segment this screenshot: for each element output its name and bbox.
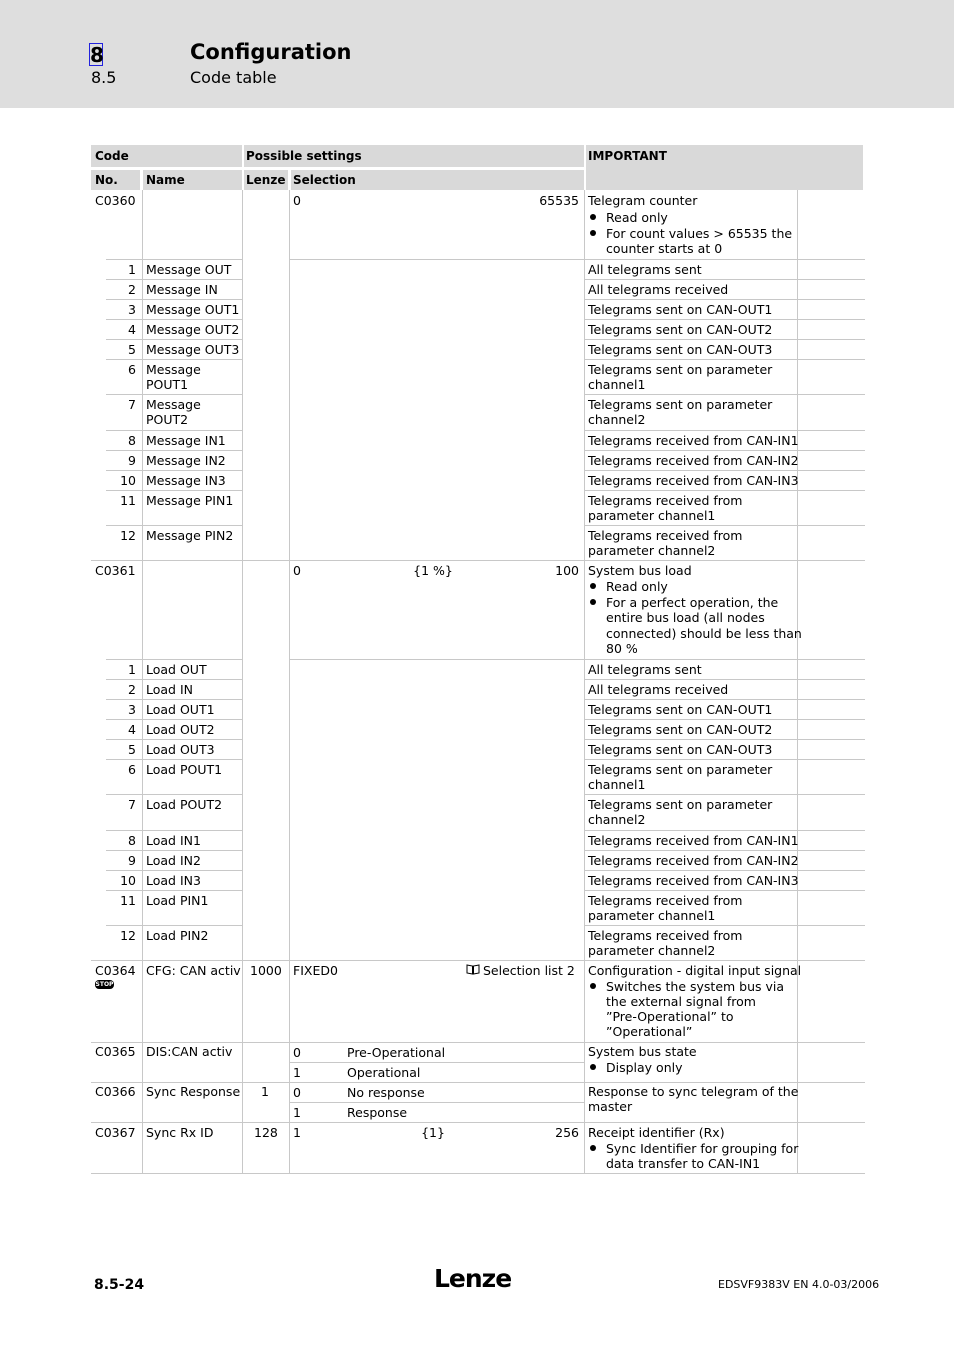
c0364-lenze: 1000 — [250, 963, 282, 978]
row-separator — [143, 679, 242, 680]
row-separator — [143, 794, 242, 795]
c0361-bullet-2-cont2: connected) should be less than — [606, 626, 802, 641]
c0365-opt1-text: Operational — [347, 1065, 421, 1080]
row-separator — [106, 450, 142, 451]
sep-sel-c0360 — [290, 259, 584, 260]
row-separator — [585, 830, 797, 831]
subrow-number: 11 — [120, 893, 136, 908]
row-separator — [798, 450, 865, 451]
row-separator — [143, 830, 242, 831]
row-separator — [143, 259, 242, 260]
subrow-number: 6 — [128, 362, 136, 377]
row-separator — [798, 925, 865, 926]
code-c0366: C0366 — [95, 1084, 136, 1099]
row-separator — [143, 490, 242, 491]
sep-sel-c0366 — [290, 1102, 584, 1103]
row-separator — [585, 430, 797, 431]
subrow-name: Message OUT2 — [146, 322, 240, 337]
subrow-number: 7 — [128, 397, 136, 412]
c0366-opt1-value: 1 — [293, 1105, 301, 1120]
subrow-name: Message IN1 — [146, 433, 226, 448]
subrow-name: POUT1 — [146, 377, 189, 392]
row-separator — [106, 470, 142, 471]
subrow-important: parameter channel2 — [588, 943, 716, 958]
subrow-number: 8 — [128, 833, 136, 848]
subrow-name: Message OUT1 — [146, 302, 240, 317]
c0361-bullet-2: For a perfect operation, the — [606, 595, 779, 610]
bullet-icon — [590, 583, 596, 589]
row-separator — [106, 719, 142, 720]
subrow-important: Telegrams sent on parameter — [588, 762, 773, 777]
vline-important — [584, 190, 585, 1174]
header-settings-label: Possible settings — [246, 149, 362, 163]
sep-c0361 — [91, 560, 865, 561]
row-separator — [798, 394, 865, 395]
c0361-bullet-1: Read only — [606, 579, 668, 594]
subrow-name: Message PIN2 — [146, 528, 234, 543]
c0364-name: CFG: CAN activ — [146, 963, 241, 978]
c0366-opt0-text: No response — [347, 1085, 425, 1100]
subrow-important: Telegrams received from CAN-IN2 — [588, 453, 799, 468]
subrow-important: Telegrams received from CAN-IN2 — [588, 853, 799, 868]
c0365-opt0-value: 0 — [293, 1045, 301, 1060]
bullet-icon — [590, 230, 596, 236]
subrow-important: Telegrams sent on CAN-OUT2 — [588, 722, 773, 737]
subrow-important: All telegrams received — [588, 682, 729, 697]
row-separator — [585, 759, 797, 760]
code-c0365: C0365 — [95, 1044, 136, 1059]
header-selection-label: Selection — [293, 173, 356, 187]
subrow-name: Load IN — [146, 682, 193, 697]
row-separator — [143, 525, 242, 526]
subrow-name: Load IN1 — [146, 833, 201, 848]
subrow-important: Telegrams sent on parameter — [588, 797, 773, 812]
row-separator — [106, 759, 142, 760]
c0361-bullet-2-cont1: entire bus load (all nodes — [606, 610, 765, 625]
row-separator — [585, 299, 797, 300]
row-separator — [585, 450, 797, 451]
code-c0367: C0367 — [95, 1125, 136, 1140]
row-separator — [585, 525, 797, 526]
lenze-logo: Lenze — [434, 1264, 512, 1293]
c0361-bullet-2-cont3: 80 % — [606, 641, 638, 656]
row-separator — [585, 339, 797, 340]
row-separator — [798, 430, 865, 431]
c0361-sel-step: {1 %} — [413, 563, 453, 578]
row-separator — [585, 359, 797, 360]
row-separator — [798, 890, 865, 891]
row-separator — [106, 870, 142, 871]
header-lenze-label: Lenze — [246, 173, 286, 187]
subrow-name: Message OUT3 — [146, 342, 240, 357]
row-separator — [106, 794, 142, 795]
subrow-name: Load IN3 — [146, 873, 201, 888]
row-separator — [143, 339, 242, 340]
row-separator — [106, 850, 142, 851]
subrow-important: parameter channel1 — [588, 508, 716, 523]
section-number: 8.5 — [91, 68, 117, 87]
c0367-bullet-1: Sync Identifier for grouping for — [606, 1141, 799, 1156]
subrow-number: 11 — [120, 493, 136, 508]
stop-badge-icon: STOP — [95, 981, 114, 988]
vline-right — [797, 190, 798, 1174]
row-separator — [798, 850, 865, 851]
vline-selection — [289, 190, 290, 1174]
subrow-number: 7 — [128, 797, 136, 812]
sep-sel-c0365 — [290, 1062, 584, 1063]
subrow-number: 9 — [128, 853, 136, 868]
subrow-important: parameter channel1 — [588, 908, 716, 923]
subrow-important: Telegrams sent on CAN-OUT3 — [588, 742, 773, 757]
row-separator — [143, 470, 242, 471]
c0367-lenze: 128 — [254, 1125, 278, 1140]
bullet-icon — [590, 1145, 596, 1151]
sep-c0365 — [91, 1042, 865, 1043]
subrow-important: parameter channel2 — [588, 543, 716, 558]
subrow-important: channel1 — [588, 777, 646, 792]
subrow-important: Telegrams sent on parameter — [588, 397, 773, 412]
row-separator — [106, 659, 142, 660]
row-separator — [106, 339, 142, 340]
row-separator — [798, 525, 865, 526]
subrow-important: Telegrams sent on CAN-OUT2 — [588, 322, 773, 337]
c0361-sel-max: 100 — [555, 563, 579, 578]
row-separator — [585, 850, 797, 851]
subrow-important: Telegrams sent on CAN-OUT3 — [588, 342, 773, 357]
row-separator — [106, 319, 142, 320]
row-separator — [143, 279, 242, 280]
c0364-bullet-1-cont1: the external signal from — [606, 994, 756, 1009]
row-separator — [585, 259, 797, 260]
c0360-sel-max: 65535 — [539, 193, 579, 208]
c0367-sel-step: {1} — [421, 1125, 445, 1140]
c0364-bullet-1-cont2: ”Pre-Operational” to — [606, 1009, 734, 1024]
c0367-important: Receipt identifier (Rx) — [588, 1125, 725, 1140]
row-separator — [143, 430, 242, 431]
vline-lenze — [242, 190, 243, 1174]
subrow-number: 12 — [120, 528, 136, 543]
subrow-number: 2 — [128, 682, 136, 697]
subrow-important: channel2 — [588, 812, 646, 827]
subrow-number: 10 — [120, 473, 136, 488]
row-separator — [585, 870, 797, 871]
row-separator — [798, 299, 865, 300]
chapter-title: Configuration — [190, 40, 352, 64]
bullet-icon — [590, 983, 596, 989]
c0364-important: Configuration - digital input signal — [588, 963, 802, 978]
row-separator — [585, 679, 797, 680]
section-title: Code table — [190, 68, 277, 87]
header-name-label: Name — [146, 173, 185, 187]
row-separator — [143, 394, 242, 395]
subrow-number: 4 — [128, 322, 136, 337]
row-separator — [106, 925, 142, 926]
row-separator — [143, 759, 242, 760]
row-separator — [585, 394, 797, 395]
header-no-label: No. — [95, 173, 118, 187]
c0364-selection: FIXED0 — [293, 963, 338, 978]
subrow-number: 9 — [128, 453, 136, 468]
subrow-important: Telegrams received from CAN-IN3 — [588, 873, 799, 888]
code-c0360: C0360 — [95, 193, 136, 208]
c0360-bullet-2-cont: counter starts at 0 — [606, 241, 723, 256]
table-bottom — [91, 1173, 865, 1174]
bullet-icon — [590, 599, 596, 605]
book-icon — [466, 963, 480, 978]
header-band — [0, 0, 954, 108]
row-separator — [798, 794, 865, 795]
subrow-number: 4 — [128, 722, 136, 737]
subrow-name: Message IN3 — [146, 473, 226, 488]
row-separator — [106, 430, 142, 431]
subrow-important: channel1 — [588, 377, 646, 392]
subrow-number: 2 — [128, 282, 136, 297]
row-separator — [585, 890, 797, 891]
row-separator — [143, 299, 242, 300]
subrow-name: Load OUT2 — [146, 722, 215, 737]
header-code-label: Code — [95, 149, 129, 163]
subrow-important: Telegrams received from — [588, 893, 743, 908]
row-separator — [585, 470, 797, 471]
c0366-name: Sync Response — [146, 1084, 241, 1099]
row-separator — [106, 890, 142, 891]
row-separator — [585, 925, 797, 926]
subrow-name: Load OUT1 — [146, 702, 215, 717]
c0360-important: Telegram counter — [588, 193, 698, 208]
row-separator — [585, 319, 797, 320]
subrow-name: Load PIN1 — [146, 893, 209, 908]
c0361-sel-min: 0 — [293, 563, 301, 578]
subrow-important: channel2 — [588, 412, 646, 427]
subrow-name: Load IN2 — [146, 853, 201, 868]
subrow-important: Telegrams received from CAN-IN3 — [588, 473, 799, 488]
page-number: 8.5-24 — [94, 1277, 145, 1293]
row-separator — [143, 739, 242, 740]
row-separator — [798, 719, 865, 720]
subrow-important: Telegrams sent on parameter — [588, 362, 773, 377]
c0365-opt0-text: Pre-Operational — [347, 1045, 446, 1060]
c0361-important: System bus load — [588, 563, 692, 578]
c0366-important-2: master — [588, 1099, 633, 1114]
c0364-ref: Selection list 2 — [483, 963, 575, 978]
chapter-number: 8 — [90, 43, 104, 67]
row-separator — [143, 850, 242, 851]
subrow-important: All telegrams sent — [588, 662, 702, 677]
c0365-opt1-value: 1 — [293, 1065, 301, 1080]
row-separator — [106, 359, 142, 360]
subrow-number: 1 — [128, 662, 136, 677]
subrow-number: 5 — [128, 342, 136, 357]
c0366-opt1-text: Response — [347, 1105, 408, 1120]
row-separator — [798, 659, 865, 660]
row-separator — [106, 525, 142, 526]
subrow-name: Load PIN2 — [146, 928, 209, 943]
row-separator — [585, 794, 797, 795]
row-separator — [585, 279, 797, 280]
subrow-number: 3 — [128, 302, 136, 317]
code-c0364: C0364 — [95, 963, 136, 978]
subrow-name: Message IN2 — [146, 453, 226, 468]
row-separator — [585, 490, 797, 491]
c0360-sel-min: 0 — [293, 193, 301, 208]
sep-c0364 — [91, 960, 865, 961]
row-separator — [798, 339, 865, 340]
row-separator — [585, 739, 797, 740]
subrow-name: Message — [146, 362, 201, 377]
row-separator — [106, 394, 142, 395]
c0366-important-1: Response to sync telegram of the — [588, 1084, 799, 1099]
row-separator — [143, 699, 242, 700]
subrow-important: All telegrams sent — [588, 262, 702, 277]
subrow-important: Telegrams received from — [588, 493, 743, 508]
row-separator — [106, 490, 142, 491]
c0360-bullet-2: For count values > 65535 the — [606, 226, 793, 241]
subrow-name: Message OUT — [146, 262, 232, 277]
subrow-important: Telegrams sent on CAN-OUT1 — [588, 302, 773, 317]
bullet-icon — [590, 1064, 596, 1070]
c0367-name: Sync Rx ID — [146, 1125, 214, 1140]
header-important-label: IMPORTANT — [588, 149, 667, 163]
subrow-name: Message — [146, 397, 201, 412]
c0366-lenze: 1 — [261, 1084, 269, 1099]
row-separator — [798, 759, 865, 760]
row-separator — [798, 470, 865, 471]
row-separator — [106, 279, 142, 280]
bullet-icon — [590, 214, 596, 220]
row-separator — [143, 359, 242, 360]
row-separator — [798, 679, 865, 680]
row-separator — [143, 319, 242, 320]
subrow-name: Load POUT2 — [146, 797, 223, 812]
subrow-number: 12 — [120, 928, 136, 943]
subrow-number: 10 — [120, 873, 136, 888]
row-separator — [798, 490, 865, 491]
subrow-name: POUT2 — [146, 412, 189, 427]
row-separator — [106, 699, 142, 700]
subrow-name: Load OUT — [146, 662, 207, 677]
c0365-important: System bus state — [588, 1044, 697, 1059]
subrow-name: Load POUT1 — [146, 762, 223, 777]
row-separator — [585, 699, 797, 700]
subrow-name: Message PIN1 — [146, 493, 234, 508]
code-c0361: C0361 — [95, 563, 136, 578]
subrow-name: Load OUT3 — [146, 742, 215, 757]
document-id: EDSVF9383V EN 4.0-03/2006 — [718, 1278, 880, 1291]
c0366-opt0-value: 0 — [293, 1085, 301, 1100]
c0365-bullet: Display only — [606, 1060, 683, 1075]
row-separator — [585, 719, 797, 720]
subrow-number: 3 — [128, 702, 136, 717]
row-separator — [143, 719, 242, 720]
row-separator — [143, 659, 242, 660]
row-separator — [106, 739, 142, 740]
subrow-important: Telegrams received from — [588, 928, 743, 943]
row-separator — [143, 450, 242, 451]
c0364-bullet-1-cont3: ”Operational” — [606, 1024, 693, 1039]
subrow-number: 1 — [128, 262, 136, 277]
row-separator — [798, 699, 865, 700]
sep-c0367 — [91, 1122, 865, 1123]
sep-c0366 — [91, 1082, 865, 1083]
subrow-number: 6 — [128, 762, 136, 777]
row-separator — [798, 830, 865, 831]
c0364-bullet-1: Switches the system bus via — [606, 979, 785, 994]
row-separator — [143, 870, 242, 871]
row-separator — [585, 659, 797, 660]
subrow-name: Message IN — [146, 282, 218, 297]
c0367-bullet-1-cont: data transfer to CAN-IN1 — [606, 1156, 761, 1171]
row-separator — [798, 739, 865, 740]
c0360-bullet-1: Read only — [606, 210, 668, 225]
row-separator — [798, 359, 865, 360]
row-separator — [798, 259, 865, 260]
vline-name — [142, 190, 143, 1174]
subrow-number: 5 — [128, 742, 136, 757]
subrow-number: 8 — [128, 433, 136, 448]
row-separator — [106, 299, 142, 300]
subrow-important: Telegrams sent on CAN-OUT1 — [588, 702, 773, 717]
c0367-sel-min: 1 — [293, 1125, 301, 1140]
subrow-important: Telegrams received from — [588, 528, 743, 543]
sep-sel-c0361 — [290, 659, 584, 660]
subrow-important: Telegrams received from CAN-IN1 — [588, 833, 799, 848]
row-separator — [143, 925, 242, 926]
subrow-important: Telegrams received from CAN-IN1 — [588, 433, 799, 448]
row-separator — [798, 279, 865, 280]
row-separator — [798, 319, 865, 320]
row-separator — [106, 679, 142, 680]
row-separator — [106, 259, 142, 260]
row-separator — [143, 890, 242, 891]
row-separator — [798, 870, 865, 871]
row-separator — [106, 830, 142, 831]
subrow-important: All telegrams received — [588, 282, 729, 297]
c0365-name: DIS:CAN activ — [146, 1044, 233, 1059]
c0367-sel-max: 256 — [555, 1125, 579, 1140]
